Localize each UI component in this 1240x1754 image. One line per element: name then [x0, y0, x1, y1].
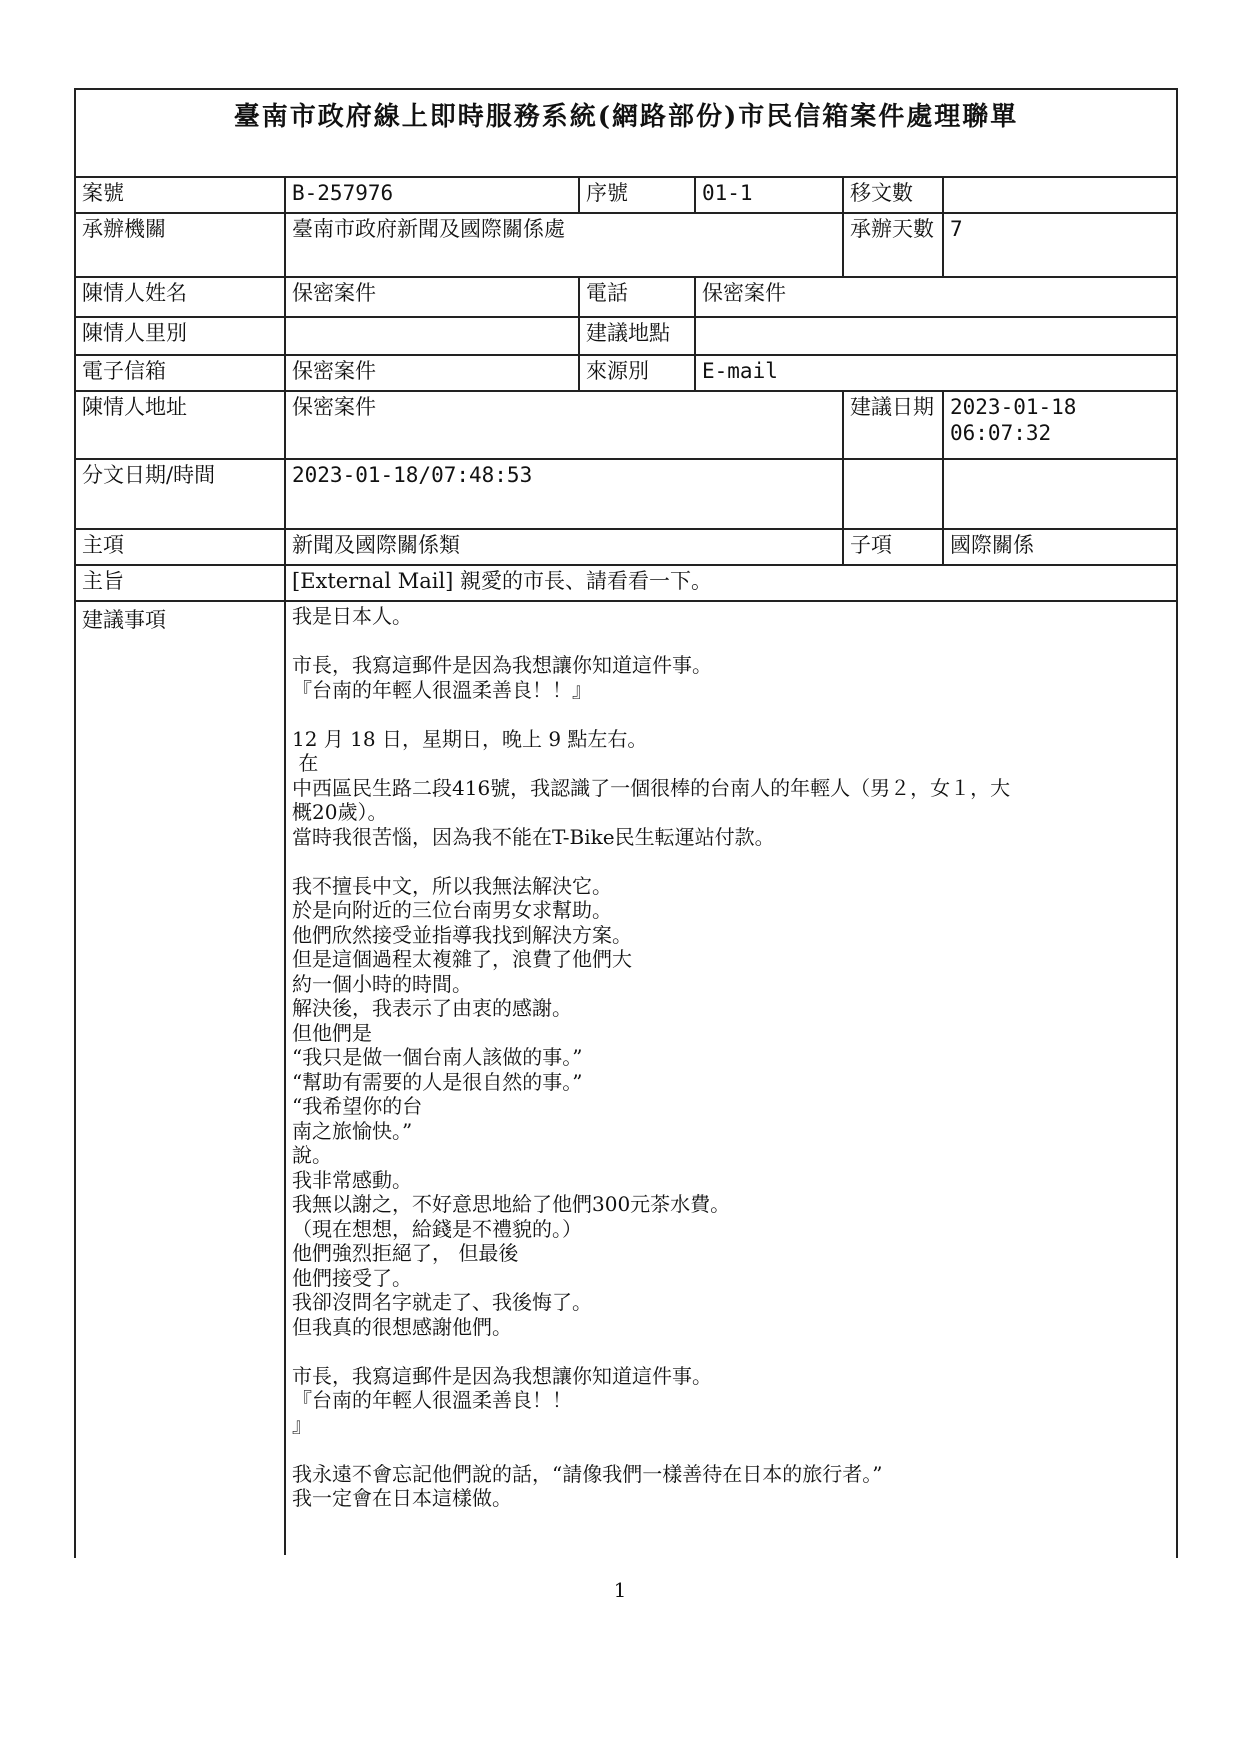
row-email [76, 356, 1176, 392]
case-no-value: B-257976 [286, 178, 580, 212]
body-line [292, 849, 1170, 874]
body-line: 』 [292, 1412, 312, 1437]
address-value: 保密案件 [286, 392, 844, 458]
body-line: “我只是做一個台南人該做的事。” [292, 1045, 583, 1069]
main-item-label: 主項 [76, 530, 286, 564]
suggestion-label: 建議事項 [76, 602, 286, 1555]
body-line: 於是向附近的三位台南男女求幫助。 [292, 898, 612, 922]
subject-label: 主旨 [76, 566, 286, 600]
body-line: 在 [292, 751, 319, 775]
sub-item-value: 國際關係 [950, 533, 1034, 557]
body-line: 概20歲）。 [292, 800, 388, 824]
location-value [696, 318, 1176, 354]
body-line: “我希望你的台 [292, 1094, 423, 1118]
agency-label: 承辦機關 [76, 214, 286, 276]
row-main-item [76, 530, 1176, 566]
agency-value: 臺南市政府新聞及國際關係處 [286, 214, 844, 276]
body-line: 說。 [292, 1143, 332, 1167]
body-line: （現在想想，給錢是不禮貌的。） [292, 1216, 582, 1241]
dispatch-value: 2023-01-18/07:48:53 [286, 460, 844, 528]
suggestion-body [286, 602, 1176, 1555]
suggest-date-value: 2023-01-18 06:07:32 [950, 395, 1090, 445]
body-line [292, 1437, 1170, 1462]
body-line: 但是這個過程太複雜了，浪費了他們大 [292, 947, 632, 971]
days-value: 7 [950, 217, 963, 241]
email-label: 電子信箱 [76, 356, 286, 390]
body-line [292, 702, 1170, 727]
body-line: 我不擅長中文，所以我無法解決它。 [292, 873, 612, 898]
location-label: 建議地點 [580, 318, 696, 354]
page-number: 1 [613, 1578, 627, 1602]
body-line: 解決後，我表示了由衷的感謝。 [292, 996, 572, 1020]
body-line: 南之旅愉快。” [292, 1118, 413, 1143]
dispatch-label: 分文日期/時間 [76, 460, 286, 528]
body-line: 我無以謝之，不好意思地給了他們300元茶水費。 [292, 1192, 731, 1216]
body-line: 市長，我寫這郵件是因為我想讓你知道這件事。 [292, 653, 712, 677]
body-line: 我非常感動。 [292, 1167, 412, 1192]
address-label: 陳情人地址 [76, 392, 286, 458]
body-line: 他們強烈拒絕了， 但最後 [292, 1241, 519, 1265]
body-line: 我卻沒問名字就走了、我後悔了。 [292, 1290, 592, 1314]
body-line [292, 629, 1170, 654]
village-value [286, 318, 580, 354]
body-line: 我是日本人。 [292, 604, 412, 628]
row-suggestion [76, 602, 1176, 1555]
email-value: 保密案件 [286, 356, 580, 390]
case-form [74, 88, 1178, 1558]
row-village [76, 318, 1176, 356]
seq-value: 01-1 [696, 178, 844, 212]
seq-label: 序號 [580, 178, 696, 212]
body-line: 12 月 18 日，星期日，晚上 9 點左右。 [292, 726, 648, 751]
phone-label: 電話 [580, 278, 696, 316]
body-line: 當時我很苦惱，因為我不能在T-Bike民生転運站付款。 [292, 824, 775, 849]
body-line: 我永遠不會忘記他們說的話，“請像我們一樣善待在日本的旅行者。” [292, 1461, 883, 1486]
body-line: 約一個小時的時間。 [292, 971, 472, 996]
body-line: 『台南的年輕人很溫柔善良！！ [292, 1388, 572, 1412]
body-line [292, 1339, 1170, 1364]
form-title: 臺南市政府線上即時服務系統(網路部份)市民信箱案件處理聯單 [76, 90, 1176, 178]
transfer-label: 移文數 [844, 178, 944, 212]
days-label: 承辦天數 [844, 214, 944, 276]
body-line: 但我真的很想感謝他們。 [292, 1314, 512, 1339]
body-line: 中西區民生路二段416號，我認識了一個很棒的台南人的年輕人（男２，女１，大 [292, 775, 1011, 800]
row-agency [76, 214, 1176, 278]
body-line: 我一定會在日本這樣做。 [292, 1486, 512, 1510]
row-dispatch [76, 460, 1176, 530]
body-line: “幫助有需要的人是很自然的事。” [292, 1069, 583, 1094]
case-no-label: 案號 [76, 178, 286, 212]
dispatch-blank-b [944, 460, 1176, 528]
body-line: 『台南的年輕人很溫柔善良！！』 [292, 677, 592, 702]
sub-item-label: 子項 [844, 530, 944, 564]
source-label: 來源別 [580, 356, 696, 390]
village-label: 陳情人里別 [76, 318, 286, 354]
name-label: 陳情人姓名 [76, 278, 286, 316]
body-line: 他們接受了。 [292, 1265, 412, 1290]
name-value: 保密案件 [286, 278, 580, 316]
body-line: 但他們是 [292, 1020, 372, 1045]
source-value: E-mail [702, 359, 778, 383]
row-subject [76, 566, 1176, 602]
row-case-number [76, 178, 1176, 214]
phone-value: 保密案件 [702, 281, 786, 305]
dispatch-blank-a [844, 460, 944, 528]
row-name [76, 278, 1176, 318]
body-line: 市長，我寫這郵件是因為我想讓你知道這件事。 [292, 1363, 712, 1388]
body-line: 他們欣然接受並指導我找到解決方案。 [292, 922, 632, 947]
suggest-date-label: 建議日期 [844, 392, 944, 458]
transfer-value [944, 178, 1176, 212]
subject-value: [External Mail] 親愛的市長、請看看一下。 [292, 569, 713, 593]
main-item-value: 新聞及國際關係類 [286, 530, 844, 564]
row-address [76, 392, 1176, 460]
